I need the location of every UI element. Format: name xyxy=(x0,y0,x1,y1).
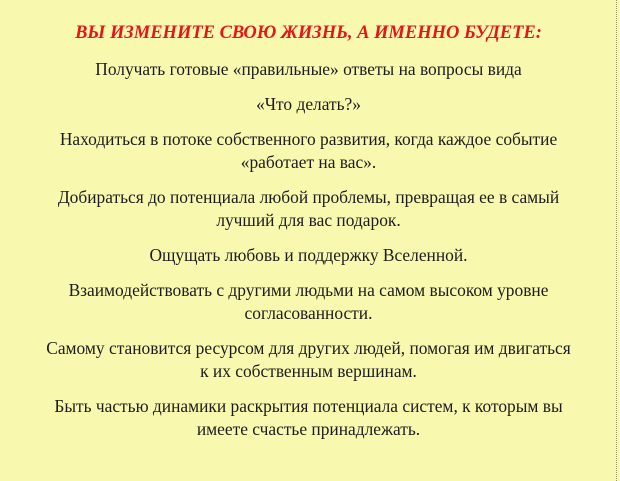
benefit-item xyxy=(0,279,617,325)
benefit-item xyxy=(0,337,617,383)
benefit-item xyxy=(0,58,617,81)
benefit-item xyxy=(0,186,617,232)
benefit-line: «работает на вас». xyxy=(240,152,377,172)
benefits-list xyxy=(0,58,617,453)
benefit-item xyxy=(0,93,617,116)
benefit-line: Быть частью динамики раскрытия потенциала систем, к которым вы xyxy=(54,396,563,416)
benefit-item xyxy=(0,128,617,174)
benefit-line: Ощущать любовь и поддержку Вселенной. xyxy=(149,245,468,265)
benefit-item xyxy=(0,395,617,441)
benefit-line: Получать готовые «правильные» ответы на вопросы вида xyxy=(95,59,522,79)
benefit-line: Находиться в потоке собственного развития, когда каждое событие xyxy=(59,129,558,149)
section-heading: ВЫ ИЗМЕНИТЕ СВОЮ ЖИЗНЬ, А ИМЕННО БУДЕТЕ: xyxy=(75,23,542,43)
benefit-line: «Что делать?» xyxy=(256,94,361,114)
benefit-line: к их собственным вершинам. xyxy=(200,361,417,381)
benefit-line: согласованности. xyxy=(244,303,373,323)
benefit-line: Взаимодействовать с другими людьми на самом высоком уровне xyxy=(68,280,549,300)
benefit-line: лучший для вас подарок. xyxy=(216,210,401,230)
benefit-line: Самому становится ресурсом для других людей, помогая им двигаться xyxy=(46,338,571,358)
benefit-line: имеете счастье принадлежать. xyxy=(196,419,421,439)
benefit-item xyxy=(0,244,617,267)
benefit-line: Добираться до потенциала любой проблемы, превращая ее в самый xyxy=(57,187,560,207)
